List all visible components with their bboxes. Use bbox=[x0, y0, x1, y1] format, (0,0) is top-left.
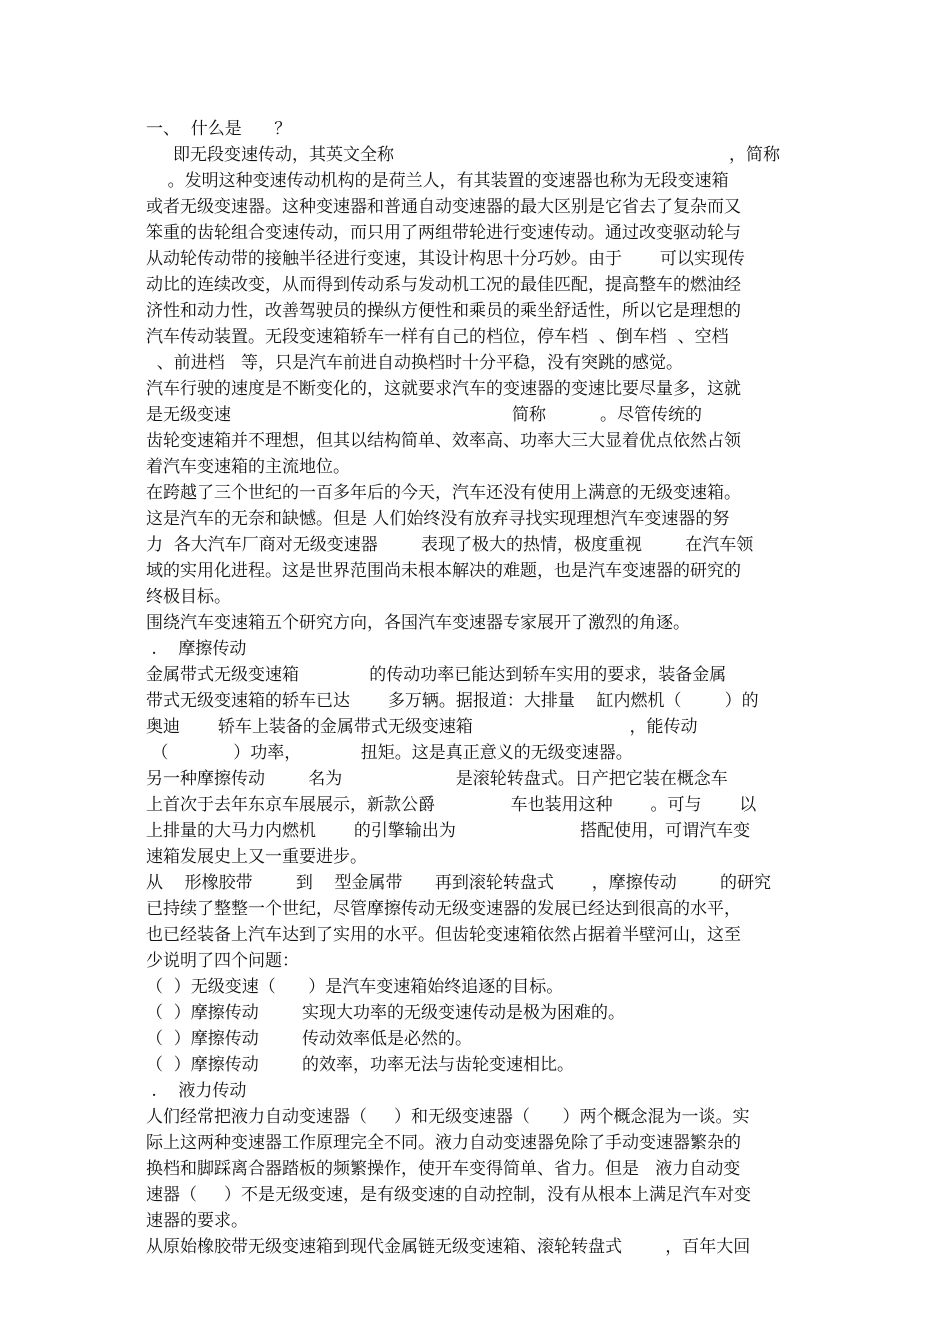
paragraph-line: 带式无级变速箱的轿车已达 多万辆。据报道：大排量 缸内燃机（ ）的 bbox=[146, 691, 759, 711]
paragraph-line: 速箱发展史上又一重要进步。 bbox=[146, 847, 367, 867]
paragraph-line: 在跨越了三个世纪的一百多年后的今天，汽车还没有使用上满意的无级变速箱。 bbox=[146, 483, 741, 503]
paragraph-line: 汽车行驶的速度是不断变化的，这就要求汽车的变速器的变速比要尽量多，这就 bbox=[146, 379, 741, 399]
paragraph-line: 这是汽车的无奈和缺憾。但是 人们始终没有放弃寻找实现理想汽车变速器的努 bbox=[146, 509, 730, 529]
paragraph-line: （ ）功率， 扭矩。这是真正意义的无级变速器。 bbox=[146, 743, 633, 763]
paragraph-line: 另一种摩擦传动 名为 是滚轮转盘式。日产把它装在概念车 bbox=[146, 769, 728, 789]
paragraph-line: 。发明这种变速传动机构的是荷兰人，有其装置的变速器也称为无段变速箱 bbox=[146, 171, 729, 191]
paragraph-line: 终极目标。 bbox=[146, 587, 231, 607]
list-item: （ ）摩擦传动 的效率，功率无法与齿轮变速相比。 bbox=[146, 1055, 575, 1075]
paragraph-line: 力 各大汽车厂商对无级变速器 表现了极大的热情，极度重视 在汽车领 bbox=[146, 535, 754, 555]
paragraph-line: 汽车传动装置。无段变速箱轿车一样有自己的档位，停车档 、倒车档 、空档 bbox=[146, 327, 729, 347]
paragraph-line: 或者无级变速器。这种变速器和普通自动变速器的最大区别是它省去了复杂而又 bbox=[146, 197, 741, 217]
paragraph-line: 少说明了四个问题： bbox=[146, 951, 299, 971]
paragraph-line: 速器的要求。 bbox=[146, 1211, 248, 1231]
paragraph-line: 已持续了整整一个世纪，尽管摩擦传动无级变速器的发展已经达到很高的水平， bbox=[146, 899, 741, 919]
section-heading: . 摩擦传动 bbox=[146, 639, 247, 659]
paragraph-line: 也已经装备上汽车达到了实用的水平。但齿轮变速箱依然占据着半壁河山，这至 bbox=[146, 925, 741, 945]
paragraph-line: 围绕汽车变速箱五个研究方向，各国汽车变速器专家展开了激烈的角逐。 bbox=[146, 613, 690, 633]
paragraph-line: 是无级变速 简称 。尽管传统的 bbox=[146, 405, 703, 425]
paragraph-line: 上首次于去年东京车展展示，新款公爵 车也装用这种 。可与 以 bbox=[146, 795, 757, 815]
paragraph-line: 动比的连续改变，从而得到传动系与发动机工况的最佳匹配，提高整车的燃油经 bbox=[146, 275, 741, 295]
list-item: （ ）摩擦传动 传动效率低是必然的。 bbox=[146, 1029, 473, 1049]
paragraph-line: 笨重的齿轮组合变速传动，而只用了两组带轮进行变速传动。通过改变驱动轮与 bbox=[146, 223, 741, 243]
paragraph-line: 着汽车变速箱的主流地位。 bbox=[146, 457, 350, 477]
list-item: （ ）摩擦传动 实现大功率的无级变速传动是极为困难的。 bbox=[146, 1003, 626, 1023]
paragraph-line: 从原始橡胶带无级变速箱到现代金属链无级变速箱、滚轮转盘式 ，百年大回 bbox=[146, 1237, 751, 1257]
paragraph-line: 齿轮变速箱并不理想，但其以结构简单、效率高、功率大三大显着优点依然占领 bbox=[146, 431, 741, 451]
paragraph-line: 人们经常把液力自动变速器（ ）和无级变速器（ ）两个概念混为一谈。实 bbox=[146, 1107, 750, 1127]
paragraph-line: 上排量的大马力内燃机 的引擎输出为 搭配使用，可谓汽车变 bbox=[146, 821, 751, 841]
paragraph-line: 从 形橡胶带 到 型金属带 再到滚轮转盘式 ，摩擦传动 的研究 bbox=[146, 873, 771, 893]
paragraph-line: 济性和动力性，改善驾驶员的操纵方便性和乘员的乘坐舒适性，所以它是理想的 bbox=[146, 301, 741, 321]
paragraph-line: 际上这两种变速器工作原理完全不同。液力自动变速器免除了手动变速器繁杂的 bbox=[146, 1133, 741, 1153]
paragraph-line: 、前进档 等，只是汽车前进自动换档时十分平稳，没有突跳的感觉。 bbox=[146, 353, 684, 373]
paragraph-line: 从动轮传动带的接触半径进行变速，其设计构思十分巧妙。由于 可以实现传 bbox=[146, 249, 745, 269]
paragraph-line: 即无段变速传动，其英文全称 ，简称 bbox=[146, 145, 781, 165]
section-heading: 一、 什么是 ？ bbox=[146, 119, 292, 139]
paragraph-line: 奥迪 轿车上装备的金属带式无级变速箱 ，能传动 bbox=[146, 717, 698, 737]
section-heading: . 液力传动 bbox=[146, 1081, 247, 1101]
paragraph-line: 换档和脚踩离合器踏板的频繁操作，使开车变得简单、省力。但是 液力自动变 bbox=[146, 1159, 741, 1179]
paragraph-line: 域的实用化进程。这是世界范围尚未根本解决的难题，也是汽车变速器的研究的 bbox=[146, 561, 741, 581]
list-item: （ ）无级变速（ ）是汽车变速箱始终追逐的目标。 bbox=[146, 977, 564, 997]
paragraph-line: 金属带式无级变速箱 的传动功率已能达到轿车实用的要求，装备金属 bbox=[146, 665, 727, 685]
paragraph-line: 速器（ ）不是无级变速，是有级变速的自动控制，没有从根本上满足汽车对变 bbox=[146, 1185, 752, 1205]
